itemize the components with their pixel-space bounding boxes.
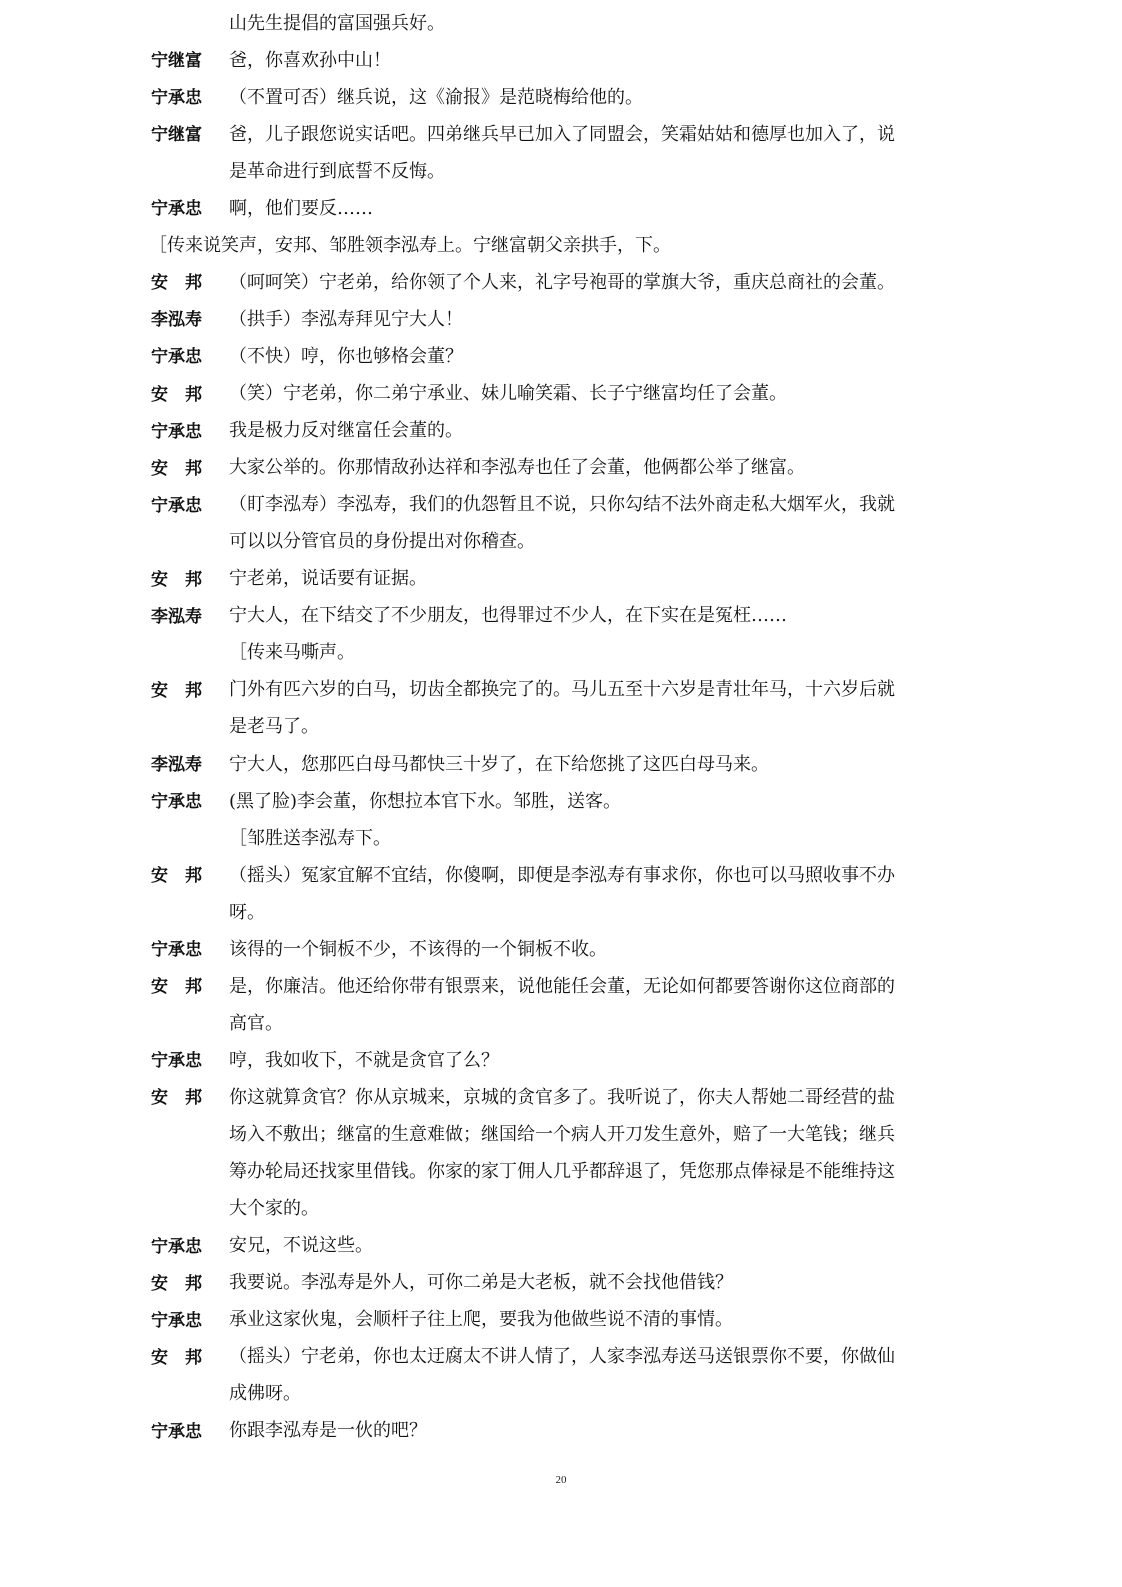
line-text: （盯李泓寿）李泓寿，我们的仇怨暂且不说，只你勾结不法外商走私大烟军火，我就 <box>229 494 895 516</box>
dialogue-line <box>0 1411 1122 1448</box>
dialogue-line <box>0 485 1122 522</box>
dialogue-line <box>0 929 1122 966</box>
continuation-line <box>0 1189 1122 1226</box>
continuation-line <box>0 3 1122 40</box>
line-text: 大个家的。 <box>229 1198 319 1220</box>
line-text: 宁大人，您那匹白母马都快三十岁了，在下给您挑了这匹白母马来。 <box>229 753 769 775</box>
line-text: 是革命进行到底誓不反悔。 <box>229 160 445 182</box>
dialogue-line <box>0 559 1122 596</box>
line-text: 可以以分管官员的身份提出对你稽查。 <box>229 531 535 553</box>
line-text: 宁老弟，说话要有证据。 <box>229 568 427 590</box>
line-text: 你跟李泓寿是一伙的吧？ <box>229 1420 427 1442</box>
dialogue-line <box>0 448 1122 485</box>
line-text: 我是极力反对继富任会董的。 <box>229 420 463 442</box>
dialogue-line <box>0 77 1122 114</box>
line-text: （摇头）冤家宜解不宜结，你傻啊，即便是李泓寿有事求你，你也可以马照收事不办 <box>229 864 895 886</box>
dialogue-line <box>0 1040 1122 1077</box>
line-text: 哼，我如收下，不就是贪官了么？ <box>229 1049 499 1071</box>
speaker-name: 安 邦 <box>151 1088 202 1109</box>
page-number: 20 <box>555 1474 567 1486</box>
dialogue-line <box>0 1300 1122 1337</box>
dialogue-line <box>0 966 1122 1003</box>
speaker-name: 安 邦 <box>151 569 202 590</box>
line-text: 宁大人，在下结交了不少朋友，也得罪过不少人，在下实在是冤枉…… <box>229 605 787 627</box>
line-text: 啊，他们要反…… <box>229 197 373 219</box>
line-text: 是，你廉洁。他还给你带有银票来，说他能任会董，无论如何都要答谢你这位商部的 <box>229 975 895 997</box>
line-text: 山先生提倡的富国强兵好。 <box>229 12 445 34</box>
line-text: 场入不敷出；继富的生意难做；继国给一个病人开刀发生意外，赔了一大笔钱；继兵 <box>229 1124 895 1145</box>
dialogue-line <box>0 411 1122 448</box>
dialogue-line <box>0 1226 1122 1263</box>
dialogue-line <box>0 855 1122 892</box>
speaker-name: 宁承忠 <box>151 347 202 368</box>
line-text: 我要说。李泓寿是外人，可你二弟是大老板，就不会找他借钱？ <box>229 1272 733 1294</box>
line-text: (黑了脸)李会董，你想拉本官下水。邹胜，送客。 <box>229 790 622 812</box>
dialogue-line <box>0 114 1122 151</box>
dialogue-line <box>0 596 1122 633</box>
continuation-line <box>0 522 1122 559</box>
continuation-line <box>0 1003 1122 1040</box>
continuation-line <box>0 1152 1122 1189</box>
dialogue-line <box>0 188 1122 225</box>
speaker-name: 宁承忠 <box>151 88 202 109</box>
speaker-name: 宁承忠 <box>151 1236 202 1257</box>
line-text: 是老马了。 <box>229 716 319 738</box>
speaker-name: 宁承忠 <box>151 495 202 516</box>
line-text: 门外有匹六岁的白马，切齿全都换完了的。马儿五至十六岁是青壮年马，十六岁后就 <box>229 679 895 701</box>
line-text: 爸，你喜欢孙中山！ <box>229 49 391 71</box>
line-text: 成佛呀。 <box>229 1383 301 1405</box>
speaker-name: 宁承忠 <box>151 940 202 961</box>
speaker-name: 安 邦 <box>151 384 202 405</box>
line-text: 高官。 <box>229 1012 283 1034</box>
line-text: 爸，儿子跟您说实话吧。四弟继兵早已加入了同盟会，笑霜姑姑和德厚也加入了，说 <box>229 123 895 145</box>
continuation-line <box>0 892 1122 929</box>
speaker-name: 宁承忠 <box>151 1310 202 1331</box>
dialogue-line <box>0 374 1122 411</box>
line-text: 呀。 <box>229 901 265 923</box>
speaker-name: 宁继富 <box>151 51 202 72</box>
speaker-name: 宁承忠 <box>151 792 202 813</box>
continuation-line <box>0 707 1122 744</box>
continuation-line <box>0 1374 1122 1411</box>
line-text: 大家公举的。你那情敌孙达祥和李泓寿也任了会董，他俩都公举了继富。 <box>229 457 805 479</box>
line-text: （不置可否）继兵说，这《渝报》是范晓梅给他的。 <box>229 86 643 108</box>
line-text: （笑）宁老弟，你二弟宁承业、妹儿喻笑霜、长子宁继富均任了会董。 <box>229 383 787 404</box>
line-text: ［传来马嘶声。 <box>229 642 355 664</box>
dialogue-line <box>0 40 1122 77</box>
speaker-name: 安 邦 <box>151 458 202 479</box>
dialogue-line <box>0 1337 1122 1374</box>
line-text: （不快）哼，你也够格会董？ <box>229 345 463 367</box>
speaker-name: 安 邦 <box>151 273 202 294</box>
line-text: 该得的一个铜板不少，不该得的一个铜板不收。 <box>229 938 607 960</box>
dialogue-line <box>0 781 1122 818</box>
speaker-name: 宁承忠 <box>151 1421 202 1442</box>
dialogue-line <box>0 262 1122 299</box>
continuation-line <box>0 633 1122 670</box>
speaker-name: 安 邦 <box>151 866 202 887</box>
line-text: 你这就算贪官？你从京城来，京城的贪官多了。我听说了，你夫人帮她二哥经营的盐 <box>229 1086 895 1108</box>
speaker-name: 李泓寿 <box>151 606 202 627</box>
speaker-name: 宁继富 <box>151 125 202 146</box>
speaker-name: 安 邦 <box>151 1347 202 1368</box>
speaker-name: 李泓寿 <box>151 310 202 331</box>
speaker-name: 宁承忠 <box>151 421 202 442</box>
speaker-name: 安 邦 <box>151 977 202 998</box>
dialogue-line <box>0 336 1122 373</box>
line-text: 筹办轮局还找家里借钱。你家的家丁佣人几乎都辞退了，凭您那点俸禄是不能维持这 <box>229 1161 895 1183</box>
speaker-name: 安 邦 <box>151 680 202 701</box>
line-text: ［邹胜送李泓寿下。 <box>229 827 391 849</box>
dialogue-line <box>0 1077 1122 1114</box>
line-text: （拱手）李泓寿拜见宁大人！ <box>229 308 463 330</box>
continuation-line <box>0 225 1122 262</box>
speaker-name: 宁承忠 <box>151 1051 202 1072</box>
speaker-name: 李泓寿 <box>151 755 202 775</box>
continuation-line <box>0 151 1122 188</box>
speaker-name: 宁承忠 <box>151 199 202 220</box>
dialogue-line <box>0 744 1122 781</box>
dialogue-line <box>0 299 1122 336</box>
speaker-name: 安 邦 <box>151 1273 202 1294</box>
continuation-line <box>0 1115 1122 1152</box>
stage-direction: ［传来说笑声，安邦、邹胜领李泓寿上。宁继富朝父亲拱手，下。 <box>149 234 671 256</box>
line-text: （呵呵笑）宁老弟，给你领了个人来，礼字号袍哥的掌旗大爷，重庆总商社的会董。 <box>229 271 895 293</box>
dialogue-line <box>0 670 1122 707</box>
line-text: 承业这家伙鬼，会顺杆子往上爬，要我为他做些说不清的事情。 <box>229 1309 733 1331</box>
line-text: 安兄，不说这些。 <box>229 1235 373 1257</box>
line-text: （摇头）宁老弟，你也太迂腐太不讲人情了，人家李泓寿送马送银票你不要，你做仙 <box>229 1346 895 1368</box>
continuation-line <box>0 818 1122 855</box>
dialogue-line <box>0 1263 1122 1300</box>
